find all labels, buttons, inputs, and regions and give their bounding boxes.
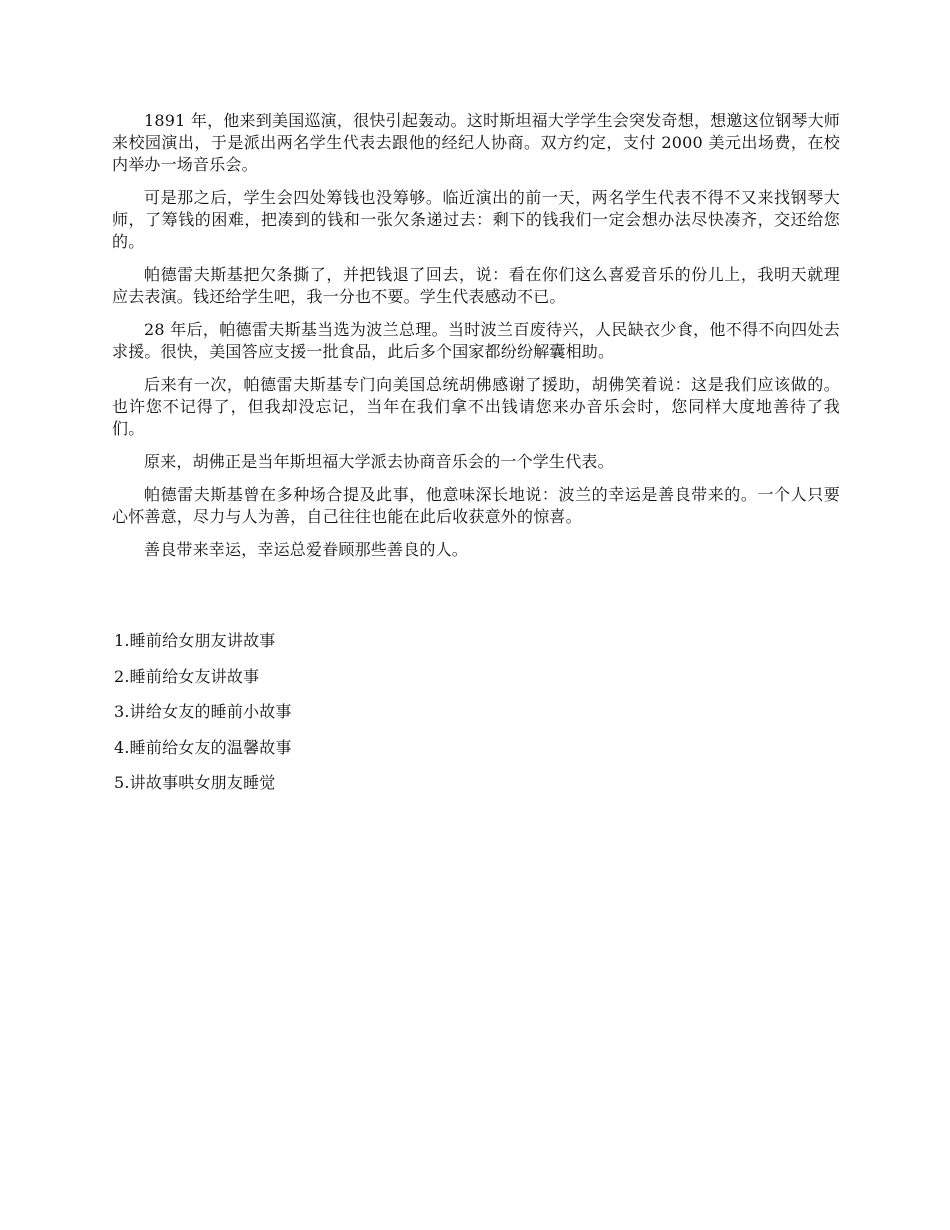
paragraph: 1891 年，他来到美国巡演，很快引起轰动。这时斯坦福大学学生会突发奇想，想邀这位钢琴大师来校园演出，于是派出两名学生代表去跟他的经纪人协商。双方约定，支付 2000 美元出场费，在校内举办一场音乐会。 (112, 111, 840, 174)
related-article-link[interactable]: 3.讲给女友的睡前小故事 (114, 702, 292, 721)
related-article-link[interactable]: 5.讲故事哄女朋友睡觉 (114, 773, 276, 792)
paragraph: 后来有一次，帕德雷夫斯基专门向美国总统胡佛感谢了援助，胡佛笑着说：这是我们应该做的。也许您不记得了，但我却没忘记，当年在我们拿不出钱请您来办音乐会时，您同样大度地善待了我们。 (112, 375, 840, 438)
paragraph: 可是那之后，学生会四处筹钱也没筹够。临近演出的前一天，两名学生代表不得不又来找钢琴大师，了筹钱的困难，把凑到的钱和一张欠条递过去：剩下的钱我们一定会想办法尽快凑齐，交还给您的。 (112, 188, 840, 251)
related-article-link[interactable]: 1.睡前给女朋友讲故事 (114, 631, 276, 650)
paragraph: 帕德雷夫斯基曾在多种场合提及此事，他意味深长地说：波兰的幸运是善良带来的。一个人只要心怀善意，尽力与人为善，自己往往也能在此后收获意外的惊喜。 (112, 485, 840, 526)
article-body (112, 110, 840, 572)
related-articles-list (114, 630, 714, 808)
paragraph: 原来，胡佛正是当年斯坦福大学派去协商音乐会的一个学生代表。 (144, 452, 614, 471)
paragraph: 善良带来幸运，幸运总爱眷顾那些善良的人。 (144, 540, 469, 559)
paragraph: 28 年后，帕德雷夫斯基当选为波兰总理。当时波兰百废待兴，人民缺衣少食，他不得不向四处去求援。很快，美国答应支援一批食品，此后多个国家都纷纷解囊相助。 (112, 320, 840, 361)
related-article-link[interactable]: 2.睡前给女友讲故事 (114, 666, 260, 686)
related-article-link[interactable]: 4.睡前给女友的温馨故事 (114, 737, 292, 757)
paragraph: 帕德雷夫斯基把欠条撕了，并把钱退了回去，说：看在你们这么喜爱音乐的份儿上，我明天就理应去表演。钱还给学生吧，我一分也不要。学生代表感动不已。 (112, 265, 840, 306)
